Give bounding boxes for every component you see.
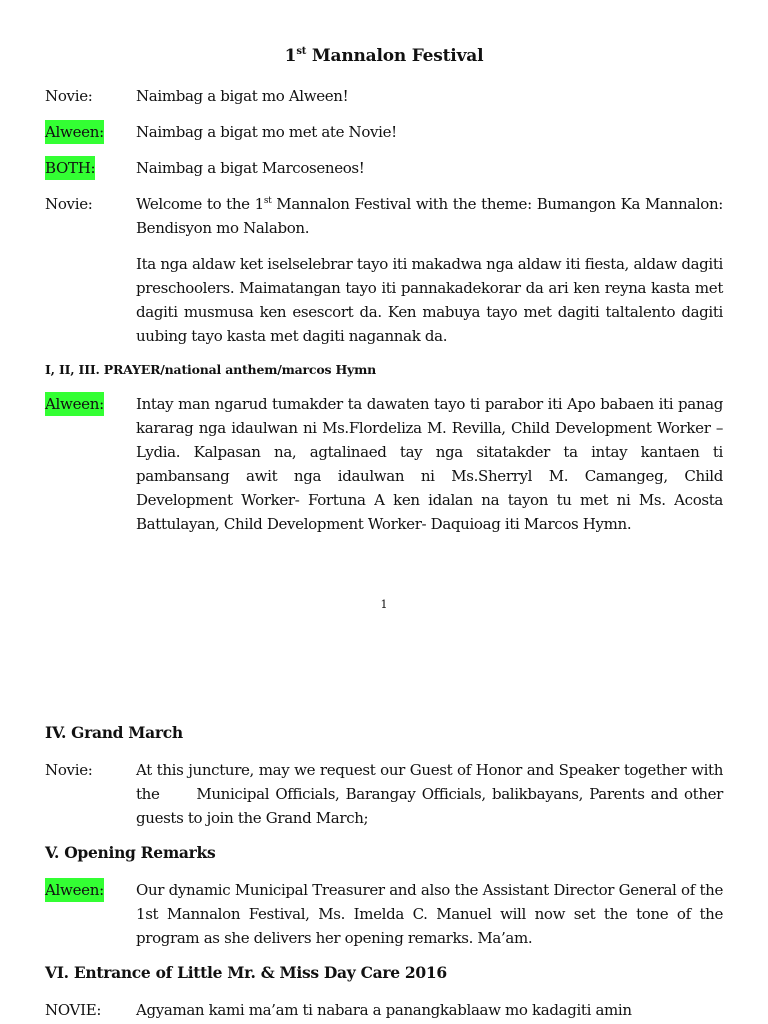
section-heading: VI. Entrance of Little Mr. & Miss Day Care 2016 [45,963,447,982]
section-heading: IV. Grand March [45,723,183,742]
speaker-label-highlighted: Alween: [45,120,104,144]
speaker-label: NOVIE: [45,1001,102,1019]
speaker-label-highlighted: Alween: [45,878,104,902]
section-heading: V. Opening Remarks [45,843,216,862]
dialogue-text: At this juncture, may we request our Guest of Honor and Speaker together with the Municipal Officials, Barangay Officials, balikbayans, Parents and other guests to join the Grand March; [136,761,728,827]
text-part: Mannalon Festival with the theme: Bumangon Ka Mannalon: Bendisyon mo Nalabon. [136,195,723,237]
speaker-label-highlighted: Alween: [45,392,104,416]
dialogue-text: Naimbag a bigat Marcoseneos! [136,159,365,177]
document-title [0,46,768,66]
dialogue-text [136,192,723,240]
speaker-label: Novie: [45,761,93,779]
page-number: 1 [380,598,388,611]
speaker-label-highlighted: BOTH: [45,156,95,180]
dialogue-text: Intay man ngarud tumakder ta dawaten tayo ti parabor iti Apo babaen iti panag kararag nga idaulwan ni Ms.Flordeliza M. Revilla, Child Development Worker – Lydia. Kalpasan na, agtalinaed tay nga sitatakder ta intay kantaen ti pambansang awit nga idaulwan ni Ms.Sherryl M. Camangeg, Child Development Worker- Fortuna A ken idalan na tayon tu met ni Ms. Acosta Battulayan, Child Development Worker- Daquioag iti Marcos Hymn. [136,395,723,533]
title-superscript: st [296,46,307,57]
dialogue-text: Naimbag a bigat mo met ate Novie! [136,123,397,141]
title-text: Mannalon Festival [306,46,484,66]
section-heading: I, II, III. PRAYER/national anthem/marcos Hymn [45,362,377,377]
text-part: Welcome to the 1 [136,195,264,213]
dialogue-text: Naimbag a bigat mo Alween! [136,87,349,105]
dialogue-text: Ita nga aldaw ket iselselebrar tayo iti makadwa nga aldaw iti fiesta, aldaw dagiti preschoolers. Maimatangan tayo iti pannakadekorar da ari ken reyna kasta met dagiti musmusa ken esescort da. Ken mabuya tayo met dagiti taltalento dagiti uubing tayo kasta met dagiti nagannak da. [136,255,723,345]
dialogue-text: Our dynamic Municipal Treasurer and also the Assistant Director General of the 1st Mannalon Festival, Ms. Imelda C. Manuel will now set the tone of the program as she delivers her opening remarks. Ma’am. [136,881,723,947]
speaker-label: Novie: [45,87,93,105]
title-number: 1 [284,46,297,66]
speaker-label: Novie: [45,195,93,213]
text-superscript: st [263,196,272,206]
dialogue-text: Agyaman kami ma’am ti nabara a panangkablaaw mo kadagiti amin [136,1001,632,1019]
